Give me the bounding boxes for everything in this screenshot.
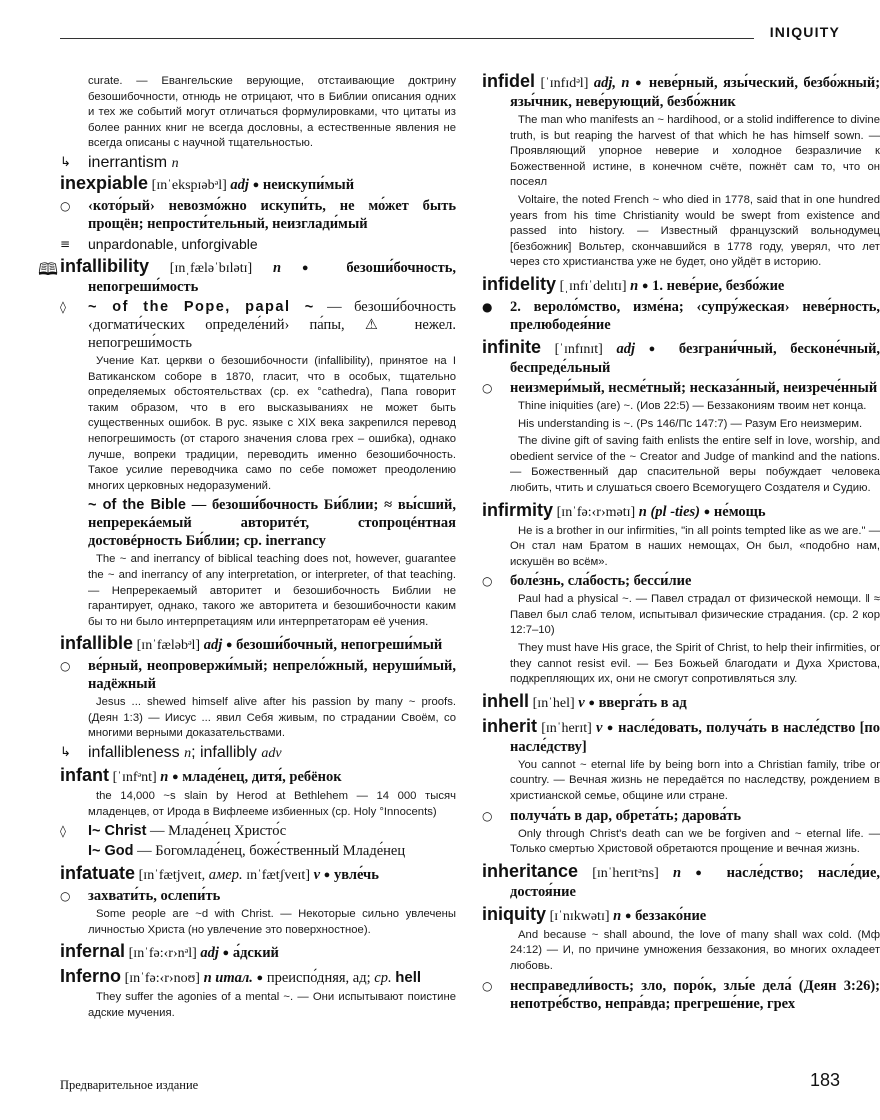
header-rule — [60, 38, 754, 39]
entry-infallibility — [38, 255, 457, 630]
entry-infirmity — [482, 501, 880, 688]
translation: неве́рный, язы́ческий, безбо́жный; язы́чник, неве́рующий, безбо́жник — [510, 75, 880, 110]
part-of-speech: n итал. — [203, 970, 253, 987]
derivatives: ↳ infallibleness n; infallibly adv — [60, 744, 282, 762]
idiom: ~ of the Bible — безоши́бочность Би́блии; ≈ вы́сший, непререкáемый авторитéт, стопроцéнтная достовéрность Би́блии; ср. inerrancy — [88, 497, 456, 550]
sense: ○ несправедли́вость; зло, поро́к, злы́е дела́ (Деян 3:26); непотре́бство, непра́вда; прегреше́ние, грех — [482, 977, 880, 1012]
part-of-speech: n — [160, 769, 169, 786]
part-of-speech: n — [613, 907, 622, 924]
entry-infallible — [60, 634, 456, 762]
entry-infernal — [60, 942, 456, 963]
part-of-speech: adj, n — [593, 75, 630, 91]
bullet-icon: ● — [606, 721, 614, 734]
translation: насле́довать, получа́ть в насле́дство [по насле́дству] — [510, 719, 880, 755]
translation: увле́чь — [333, 867, 379, 884]
phonetic: [ɪˈnɪkwətɪ] — [549, 908, 610, 924]
example: Voltaire, the noted French ~ who died in 1778, said that in one hundred years from his time Christianity would be swept from existence and passed into history. — Известный французский вольнодумец [безбожник] Вольтер, скончавшийся в 1778 году, уверял, что лет через сто христианства уже не будет, оно уйдёт в историю. — [510, 193, 880, 269]
headword: inherit — [482, 715, 538, 736]
translation: безоши́бочность, непогреши́мость — [88, 259, 457, 295]
headword: infinite — [482, 336, 541, 357]
derivative-arrow-icon: ↳ — [60, 154, 71, 170]
phonetic: [ɪnˈfə:‹r›mətɪ] — [556, 504, 636, 520]
translation: младе́нец, дитя́, ребёнок — [182, 769, 342, 786]
usage-note: Учение Кат. церкви о безошибочности (infallibility), принятое на I Ватиканском соборе в 1870, гласит, что в особых, тщательно определяемых обстоятельствах (ср. ex °cathedra), Папа говорит таким образом, что в его высказываниях не может быть существенных ошибок. В рус. языке с XIX века закрепился перевод непогрешимость (от старого значения слова грех – ошибка), однако лучше, вопреки традиции, переводить именно безошибочность. Такое усилие переводчика само по себе поможет преодолению многих церковных недоразумений. — [88, 354, 456, 492]
headword: inexpiable — [60, 172, 149, 193]
bullet-icon: ● — [225, 639, 233, 652]
translation: безграни́чный, бесконе́чный, беспреде́льный — [510, 340, 880, 376]
phonetic: [ɪnˈherɪtᵊns] — [592, 865, 659, 881]
circle-icon: ○ — [482, 978, 493, 993]
phonetic: [ˈɪnfᵊnt] — [112, 770, 157, 786]
phonetic: [ˌɪnfɪˈdelɪtɪ] — [559, 278, 627, 294]
phonetic: [ɪnˌfæləˈbɪlətɪ] — [169, 260, 253, 276]
phonetic: [ɪnˈfə:‹r›noʊ] — [124, 971, 200, 987]
headword: infidel — [482, 71, 535, 91]
translation: неискупи́мый — [262, 176, 355, 193]
example: Jesus ... shewed himself alive after his passion by many ~ proofs. (Деян 1:3) — Иисус ... явил Себя живым, по страдании Своём, со многими верными доказательствами. — [88, 696, 456, 740]
idiom: ◊ ~ of the Pope, papal ~ — безоши́бочность ‹догмати́ческих определе́ний› па́пы, ⚠ нежел. непогреши́мость — [60, 298, 456, 351]
part-of-speech: v — [596, 719, 603, 736]
entry-infatuate: infatuate [ɪnˈfætjveɪt, амер. ɪnˈfætʃveɪt] v ● увле́чь ○ захвати́ть, ослепи́ть Some people are ~d with Christ. — Некоторые сильно увлечены личностью Христа (но увлечение это поверхностное). — [60, 864, 456, 938]
headword: infatuate — [60, 863, 136, 884]
translation: безоши́бочный, непогреши́мый — [236, 637, 443, 654]
idiom: ◊ I~ Christ — Младе́нец Христо́с — [60, 823, 287, 840]
derivative-arrow-icon: ↳ — [60, 745, 71, 761]
bullet-icon: ● — [624, 909, 632, 922]
example: His understanding is ~. (Ps 146/Пс 147:7) — Разум Его неизмерим. — [518, 417, 863, 430]
example: They suffer the agonies of a mental ~. — Они испытывают поистине адские мучения. — [88, 991, 456, 1020]
headword: iniquity — [482, 903, 546, 924]
phonetic: [ɪnˈfætjveɪt, — [138, 868, 206, 884]
part-of-speech: adj — [230, 176, 249, 193]
part-of-speech: n — [672, 864, 682, 881]
entry-iniquity — [482, 905, 880, 1013]
part-of-speech: n — [630, 277, 639, 294]
diamond-icon: ◊ — [60, 824, 66, 839]
circle-icon: ○ — [60, 659, 71, 674]
example: Thine iniquities (are) ~. (Иов 22:5) — Беззакониям твоим нет конца. — [518, 399, 867, 412]
example: The divine gift of saving faith enlists the entire self in love, worship, and obedient service of the ~ Creator and Judge of mankind and the nations. — Божественный дар спасительной веры побуждает человека любить, чтить и слушаться своего Всемогущего Создателя и Судию. — [510, 435, 880, 494]
entry-inheritance — [482, 862, 880, 901]
translation: преиспо́дняя, ад; — [266, 970, 371, 987]
headword: infallible — [60, 633, 134, 654]
sense: ○ ве́рный, неопровержи́мый; непрело́жный, неруши́мый, надёжный — [60, 658, 456, 693]
part-of-speech: n (pl -ties) — [638, 503, 700, 520]
phonetic: [ɪnˈekspɪəbᵊl] — [151, 177, 227, 193]
sense: ○ получа́ть в дар, обрета́ть; дарова́ть — [482, 807, 742, 824]
translation: вверга́ть в ад — [598, 694, 687, 711]
translation: а́дский — [232, 945, 279, 962]
example: And because ~ shall abound, the love of many shall wax cold. (Мф 24:12) — И, по причине умножения беззакония, во многих охладеет любовь. — [510, 928, 880, 972]
bullet-icon: ● — [301, 261, 326, 274]
bullet-icon: ● — [588, 696, 595, 709]
example: the 14,000 ~s slain by Herod at Bethlehem — 14 000 тысяч младенцев, от Ирода в Вифлееме избиенных (ср. Holy °Innocents) — [88, 790, 456, 818]
bullet-icon: ● — [171, 771, 179, 784]
headword: inheritance — [482, 860, 579, 881]
headword: Inferno — [60, 966, 121, 987]
bullet-icon: ● — [256, 972, 264, 985]
sense: ○ захвати́ть, ослепи́ть — [60, 888, 221, 905]
phonetic: [ɪnˈfə:‹r›nᵊl] — [128, 946, 197, 962]
book-icon: 🕮 — [38, 259, 59, 280]
bullet-icon: ● — [222, 947, 230, 960]
bullet-icon: ● — [634, 77, 644, 89]
sense: ○ боле́знь, сла́бость; бесси́лие — [482, 573, 692, 590]
bullet-icon: ● — [323, 869, 331, 882]
headword: infidelity — [482, 273, 557, 294]
translation: не́мощь — [713, 503, 766, 520]
phonetic: [ˈɪnfɪdᵊl] — [540, 76, 589, 91]
example-continued: curate. — Евангельские верующие, отстаивающие доктрину безошибочности, отнюдь не отрицают, что в Библии описания одних и тех же событий могут отличаться формулировками, что цитаты из более ранних книг не всегда дословны, а естественные явления не всегда описаны с научной тщательностью. — [88, 75, 456, 150]
part-of-speech: adj — [200, 945, 219, 962]
synonyms: ≡ unpardonable, unforgivable — [60, 235, 258, 252]
headword: infallibility — [60, 255, 150, 276]
left-column — [38, 72, 457, 1026]
example: Paul had a physical ~. — Павел страдал от физической немощи. ‖ ≈ Павел был слаб телом, испытывал физические страдания. (ср. 2 кор 12:7–10) — [510, 593, 880, 637]
phonetic: [ˈɪnfɪnɪt] — [554, 341, 603, 357]
bullet-icon: ● — [482, 299, 493, 314]
example: The man who manifests an ~ hardihood, or a stolid indifference to divine truth, is but reaping the harvest of that which he has himself sown. — Проявляющий упорное неверие и холодное безразличие к Божественной истине, в конечном счёте, пожнёт сам то, что он посеял — [510, 114, 880, 189]
headword: infirmity — [482, 499, 554, 520]
part-of-speech: adj — [203, 637, 223, 654]
circle-icon: ○ — [482, 808, 493, 823]
circle-icon: ○ — [482, 380, 493, 395]
phonetic: [ɪnˈherɪt] — [541, 720, 592, 736]
entry-inexpiable — [60, 174, 456, 253]
circle-icon: ○ — [60, 198, 71, 213]
circle-icon: ○ — [60, 889, 71, 904]
running-header — [60, 22, 840, 42]
translation: 1. неве́рие, безбо́жие — [652, 277, 785, 294]
idiom: I~ God — Богомладе́нец, боже́ственный Младе́нец — [88, 843, 406, 860]
entry-infidelity — [482, 275, 880, 334]
headword: infant — [60, 765, 109, 786]
running-title: INIQUITY — [769, 24, 840, 40]
page-number: 183 — [809, 1070, 840, 1090]
entry-inferno: Inferno [ɪnˈfə:‹r›noʊ] n итал. ● преиспо́дняя, ад; ср. hell They suffer the agonies of a mental ~. — Они испытывают поистине адские мучения. — [60, 967, 456, 1021]
example: Some people are ~d with Christ. — Некоторые сильно увлечены личностью Христа (но увлечение это поверхностное). — [88, 908, 456, 936]
sense: ○ ‹кото́рый› невозмо́жно искупи́ть, не мо́жет быть прощён; непрости́тельный, неизглади́мый — [60, 197, 456, 232]
bullet-icon: ● — [695, 866, 713, 879]
bullet-icon: ● — [252, 178, 260, 191]
phonetic: [ɪnˈhel] — [532, 695, 575, 711]
example: You cannot ~ eternal life by being born into a Christian family, tribe or country. — Вечная жизнь не передаётся по наследству, рождением в христианской семье, общине или стране. — [510, 758, 880, 803]
phonetic: [ɪnˈfæləbᵊl] — [136, 638, 201, 654]
entry-infant — [60, 766, 456, 860]
bullet-icon: ● — [703, 505, 711, 518]
part-of-speech: v — [578, 694, 585, 711]
synonym-icon: ≡ — [60, 236, 71, 251]
bullet-icon: ● — [648, 342, 666, 355]
headword: infernal — [60, 941, 126, 962]
example: He is a brother in our infirmities, "in all points tempted like as we are." — Он стал нам Братом в наших немощах, Он был, «подобно нам, искушён во всём». — [510, 524, 880, 568]
entry-inherit — [482, 717, 880, 858]
example: Only through Christ's death can we be forgiven and ~ eternal life. — Только смертью Христовой обретаются прощение и вечная жизнь. — [510, 827, 880, 856]
diamond-icon: ◊ — [60, 299, 66, 314]
right-column — [482, 72, 880, 1017]
example: They must have His grace, the Spirit of Christ, to help their infirmities, or they cannot resist evil. — Без Божьей благодати и Духа Христова, подкрепляющих их, они не смогут сопротивляться злу. — [510, 642, 880, 686]
entry-inhell — [482, 692, 880, 713]
part-of-speech: adj — [616, 340, 635, 357]
example: The ~ and inerrancy of biblical teaching does not, however, guarantee the ~ and inerrancy of any interpretation, or interpreter, of that teaching. — Непререкаемый авторитет и безошибочность Библии не гарантирует, однако, такого же авторитета и безошибочности каким бы то ни было интерпретациям или интерпретаторам её учения. — [88, 553, 456, 628]
bullet-icon: ● — [641, 279, 649, 292]
sense: ○ неизмери́мый, несме́тный; несказа́нный, неизрече́нный — [482, 379, 878, 396]
circle-icon: ○ — [482, 574, 493, 589]
edition-label: Предварительное издание — [60, 1078, 199, 1092]
derivative-inerrantism: ↳ inerrantism n — [60, 153, 179, 171]
entry-infinite — [482, 338, 880, 497]
translation: беззако́ние — [635, 907, 707, 924]
sense: ● 2. вероло́мство, изме́на; ‹супру́жеская› неве́рность, прелюбодея́ние — [482, 298, 880, 333]
translation: насле́дство; насле́дие, достоя́ние — [510, 864, 880, 900]
part-of-speech: n — [272, 259, 282, 276]
part-of-speech: v — [313, 867, 321, 884]
entry-infidel — [482, 72, 880, 271]
headword: inhell — [482, 690, 530, 711]
